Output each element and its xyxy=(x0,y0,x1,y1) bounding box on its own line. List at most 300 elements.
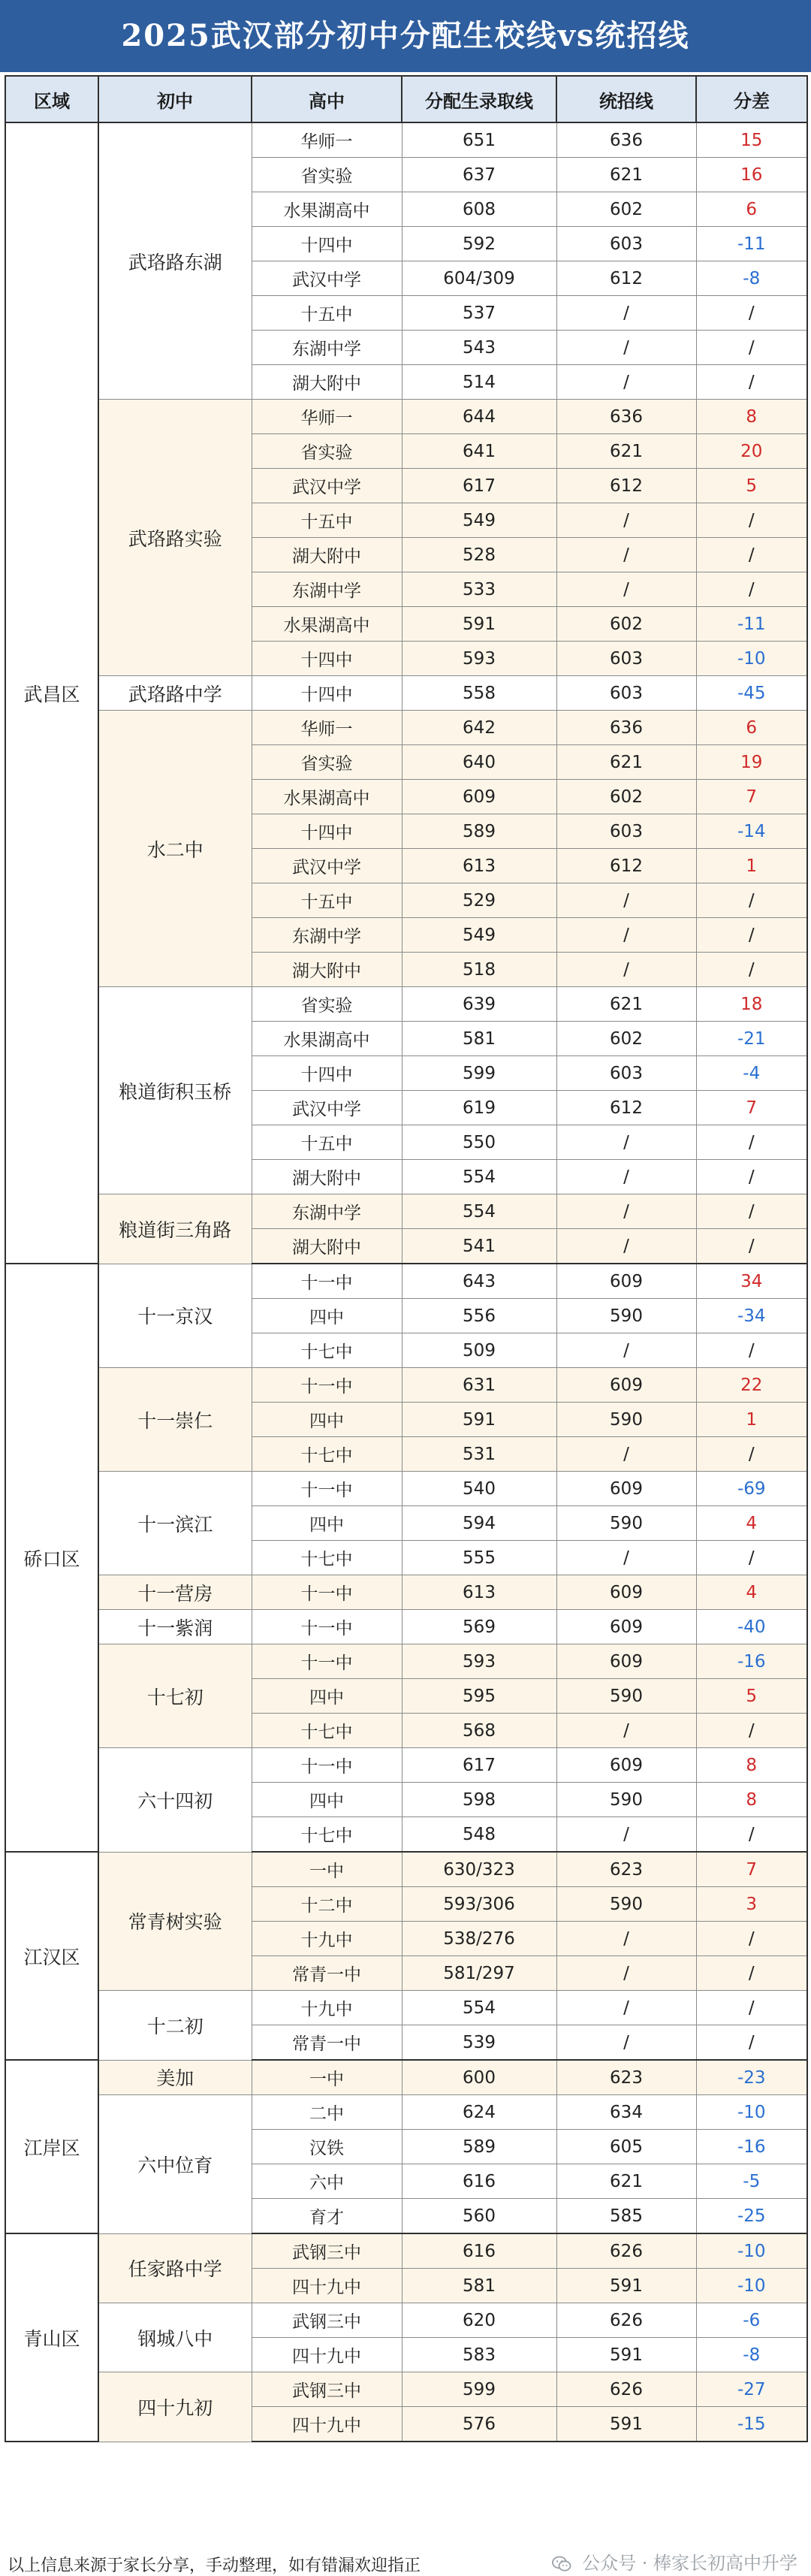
alloc-score-cell: 613 xyxy=(402,1575,556,1610)
unified-score-cell: 609 xyxy=(556,1368,696,1403)
alloc-score-cell: 529 xyxy=(402,883,556,918)
table-row xyxy=(5,1991,807,2025)
alloc-score-cell: 641 xyxy=(402,434,556,469)
difference-cell: -8 xyxy=(696,2338,807,2372)
junior-school-cell: 任家路中学 xyxy=(98,2233,252,2303)
unified-score-cell: / xyxy=(556,1125,696,1160)
unified-score-cell: 621 xyxy=(556,158,696,192)
unified-score-cell: 609 xyxy=(556,1748,696,1783)
table-row xyxy=(5,1610,807,1644)
high-school-cell: 武汉中学 xyxy=(252,849,402,883)
junior-school-cell: 四十九初 xyxy=(98,2372,252,2442)
difference-cell: / xyxy=(696,1229,807,1264)
alloc-score-cell: 514 xyxy=(402,365,556,400)
high-school-cell: 东湖中学 xyxy=(252,918,402,953)
high-school-cell: 十七中 xyxy=(252,1817,402,1853)
alloc-score-cell: 599 xyxy=(402,1056,556,1091)
high-school-cell: 十七中 xyxy=(252,1541,402,1575)
unified-score-cell: 623 xyxy=(556,1852,696,1887)
high-school-cell: 武汉中学 xyxy=(252,469,402,503)
difference-cell: -10 xyxy=(696,2269,807,2303)
alloc-score-cell: 550 xyxy=(402,1125,556,1160)
unified-score-cell: 609 xyxy=(556,1575,696,1610)
difference-cell: -8 xyxy=(696,261,807,296)
difference-cell: 6 xyxy=(696,711,807,745)
unified-score-cell: 621 xyxy=(556,434,696,469)
high-school-cell: 省实验 xyxy=(252,987,402,1022)
alloc-score-cell: 581/297 xyxy=(402,1956,556,1991)
junior-school-cell: 武珞路中学 xyxy=(98,676,252,711)
high-school-cell: 十七中 xyxy=(252,1714,402,1748)
junior-school-cell: 武珞路实验 xyxy=(98,400,252,676)
difference-cell: / xyxy=(696,572,807,607)
table-row xyxy=(5,1575,807,1610)
high-school-cell: 水果湖高中 xyxy=(252,1022,402,1056)
high-school-cell: 武钢三中 xyxy=(252,2233,402,2269)
unified-score-cell: 590 xyxy=(556,1679,696,1714)
alloc-score-cell: 591 xyxy=(402,607,556,642)
alloc-score-cell: 598 xyxy=(402,1783,556,1817)
unified-score-cell: 590 xyxy=(556,1299,696,1333)
unified-score-cell: 636 xyxy=(556,711,696,745)
high-school-cell: 华师一 xyxy=(252,711,402,745)
unified-score-cell: / xyxy=(556,296,696,331)
difference-cell: -16 xyxy=(696,1644,807,1679)
high-school-cell: 一中 xyxy=(252,1852,402,1887)
table-row xyxy=(5,2303,807,2338)
watermark-text: 公众号 · 棒家长初高中升学 xyxy=(582,2553,797,2574)
unified-score-cell: 636 xyxy=(556,122,696,158)
difference-cell: 8 xyxy=(696,1783,807,1817)
junior-school-cell: 十一营房 xyxy=(98,1575,252,1610)
alloc-score-cell: 554 xyxy=(402,1991,556,2025)
unified-score-cell: 612 xyxy=(556,469,696,503)
junior-school-cell: 钢城八中 xyxy=(98,2303,252,2372)
high-school-cell: 武钢三中 xyxy=(252,2372,402,2407)
unified-score-cell: 621 xyxy=(556,2164,696,2199)
high-school-cell: 省实验 xyxy=(252,745,402,780)
alloc-score-cell: 589 xyxy=(402,2130,556,2164)
difference-cell: / xyxy=(696,365,807,400)
unified-score-cell: / xyxy=(556,953,696,987)
unified-score-cell: / xyxy=(556,1817,696,1853)
high-school-cell: 四十九中 xyxy=(252,2338,402,2372)
high-school-cell: 东湖中学 xyxy=(252,1194,402,1229)
alloc-score-cell: 642 xyxy=(402,711,556,745)
alloc-score-cell: 608 xyxy=(402,192,556,227)
header-alloc-score: 分配生录取线 xyxy=(402,76,556,122)
alloc-score-cell: 554 xyxy=(402,1194,556,1229)
alloc-score-cell: 531 xyxy=(402,1437,556,1472)
unified-score-cell: / xyxy=(556,918,696,953)
difference-cell: -34 xyxy=(696,1299,807,1333)
alloc-score-cell: 555 xyxy=(402,1541,556,1575)
high-school-cell: 十七中 xyxy=(252,1437,402,1472)
unified-score-cell: / xyxy=(556,365,696,400)
difference-cell: / xyxy=(696,296,807,331)
high-school-cell: 华师一 xyxy=(252,122,402,158)
unified-score-cell: / xyxy=(556,2025,696,2061)
alloc-score-cell: 630/323 xyxy=(402,1852,556,1887)
high-school-cell: 汉铁 xyxy=(252,2130,402,2164)
alloc-score-cell: 613 xyxy=(402,849,556,883)
alloc-score-cell: 631 xyxy=(402,1368,556,1403)
alloc-score-cell: 556 xyxy=(402,1299,556,1333)
difference-cell: -27 xyxy=(696,2372,807,2407)
high-school-cell: 十九中 xyxy=(252,1991,402,2025)
high-school-cell: 常青一中 xyxy=(252,2025,402,2061)
table-row xyxy=(5,1194,807,1229)
unified-score-cell: 602 xyxy=(556,607,696,642)
alloc-score-cell: 538/276 xyxy=(402,1922,556,1956)
header-district: 区域 xyxy=(5,76,98,122)
high-school-cell: 武汉中学 xyxy=(252,1091,402,1125)
alloc-score-cell: 540 xyxy=(402,1472,556,1506)
alloc-score-cell: 576 xyxy=(402,2407,556,2442)
header-difference: 分差 xyxy=(696,76,807,122)
unified-score-cell: 612 xyxy=(556,849,696,883)
junior-school-cell: 六十四初 xyxy=(98,1748,252,1853)
unified-score-cell: / xyxy=(556,1956,696,1991)
alloc-score-cell: 651 xyxy=(402,122,556,158)
high-school-cell: 四十九中 xyxy=(252,2269,402,2303)
high-school-cell: 四十九中 xyxy=(252,2407,402,2442)
alloc-score-cell: 617 xyxy=(402,469,556,503)
difference-cell: 22 xyxy=(696,1368,807,1403)
unified-score-cell: / xyxy=(556,503,696,538)
junior-school-cell: 粮道街积玉桥 xyxy=(98,987,252,1194)
high-school-cell: 四中 xyxy=(252,1679,402,1714)
high-school-cell: 六中 xyxy=(252,2164,402,2199)
table-row xyxy=(5,987,807,1022)
unified-score-cell: / xyxy=(556,1194,696,1229)
alloc-score-cell: 593/306 xyxy=(402,1887,556,1922)
alloc-score-cell: 558 xyxy=(402,676,556,711)
high-school-cell: 四中 xyxy=(252,1783,402,1817)
high-school-cell: 十五中 xyxy=(252,296,402,331)
alloc-score-cell: 609 xyxy=(402,780,556,814)
difference-cell: / xyxy=(696,538,807,572)
unified-score-cell: 623 xyxy=(556,2060,696,2095)
difference-cell: / xyxy=(696,503,807,538)
difference-cell: -10 xyxy=(696,642,807,676)
junior-school-cell: 粮道街三角路 xyxy=(98,1194,252,1264)
difference-cell: -5 xyxy=(696,2164,807,2199)
alloc-score-cell: 554 xyxy=(402,1160,556,1194)
alloc-score-cell: 640 xyxy=(402,745,556,780)
unified-score-cell: / xyxy=(556,1333,696,1368)
alloc-score-cell: 592 xyxy=(402,227,556,261)
unified-score-cell: 609 xyxy=(556,1644,696,1679)
unified-score-cell: 609 xyxy=(556,1472,696,1506)
difference-cell: / xyxy=(696,1194,807,1229)
difference-cell: -40 xyxy=(696,1610,807,1644)
difference-cell: 4 xyxy=(696,1506,807,1541)
difference-cell: -6 xyxy=(696,2303,807,2338)
alloc-score-cell: 560 xyxy=(402,2199,556,2234)
alloc-score-cell: 617 xyxy=(402,1748,556,1783)
alloc-score-cell: 549 xyxy=(402,918,556,953)
table-row xyxy=(5,2372,807,2407)
header-high: 高中 xyxy=(252,76,402,122)
difference-cell: 8 xyxy=(696,400,807,434)
alloc-score-cell: 593 xyxy=(402,642,556,676)
high-school-cell: 十一中 xyxy=(252,1748,402,1783)
score-table xyxy=(5,75,808,2442)
district-cell: 青山区 xyxy=(5,2233,98,2442)
unified-score-cell: 626 xyxy=(556,2372,696,2407)
difference-cell: -4 xyxy=(696,1056,807,1091)
watermark xyxy=(552,2548,797,2574)
difference-cell: -16 xyxy=(696,2130,807,2164)
difference-cell: / xyxy=(696,1922,807,1956)
high-school-cell: 十四中 xyxy=(252,642,402,676)
high-school-cell: 湖大附中 xyxy=(252,953,402,987)
unified-score-cell: 603 xyxy=(556,814,696,849)
unified-score-cell: 621 xyxy=(556,745,696,780)
alloc-score-cell: 537 xyxy=(402,296,556,331)
alloc-score-cell: 616 xyxy=(402,2233,556,2269)
alloc-score-cell: 643 xyxy=(402,1264,556,1299)
page-title: 2025武汉部分初中分配生校线vs统招线 xyxy=(0,0,811,72)
difference-cell: -15 xyxy=(696,2407,807,2442)
alloc-score-cell: 543 xyxy=(402,331,556,365)
difference-cell: -14 xyxy=(696,814,807,849)
unified-score-cell: / xyxy=(556,1541,696,1575)
unified-score-cell: / xyxy=(556,1229,696,1264)
difference-cell: 15 xyxy=(696,122,807,158)
difference-cell: -11 xyxy=(696,607,807,642)
alloc-score-cell: 604/309 xyxy=(402,261,556,296)
unified-score-cell: 605 xyxy=(556,2130,696,2164)
table-body xyxy=(5,122,807,2442)
difference-cell: / xyxy=(696,1991,807,2025)
unified-score-cell: 636 xyxy=(556,400,696,434)
difference-cell: 19 xyxy=(696,745,807,780)
unified-score-cell: 603 xyxy=(556,227,696,261)
alloc-score-cell: 518 xyxy=(402,953,556,987)
high-school-cell: 二中 xyxy=(252,2095,402,2130)
alloc-score-cell: 620 xyxy=(402,2303,556,2338)
alloc-score-cell: 541 xyxy=(402,1229,556,1264)
difference-cell: 5 xyxy=(696,469,807,503)
junior-school-cell: 十七初 xyxy=(98,1644,252,1748)
junior-school-cell: 六中位育 xyxy=(98,2095,252,2234)
alloc-score-cell: 593 xyxy=(402,1644,556,1679)
difference-cell: / xyxy=(696,1125,807,1160)
unified-score-cell: 602 xyxy=(556,780,696,814)
table-row xyxy=(5,2060,807,2095)
unified-score-cell: 602 xyxy=(556,192,696,227)
alloc-score-cell: 581 xyxy=(402,2269,556,2303)
alloc-score-cell: 533 xyxy=(402,572,556,607)
table-row xyxy=(5,400,807,434)
high-school-cell: 水果湖高中 xyxy=(252,607,402,642)
unified-score-cell: / xyxy=(556,572,696,607)
unified-score-cell: / xyxy=(556,1160,696,1194)
unified-score-cell: 591 xyxy=(556,2407,696,2442)
high-school-cell: 四中 xyxy=(252,1506,402,1541)
high-school-cell: 育才 xyxy=(252,2199,402,2234)
unified-score-cell: 609 xyxy=(556,1264,696,1299)
difference-cell: / xyxy=(696,1437,807,1472)
high-school-cell: 东湖中学 xyxy=(252,331,402,365)
table-row xyxy=(5,1264,807,1299)
alloc-score-cell: 509 xyxy=(402,1333,556,1368)
high-school-cell: 常青一中 xyxy=(252,1956,402,1991)
high-school-cell: 十一中 xyxy=(252,1472,402,1506)
unified-score-cell: 603 xyxy=(556,676,696,711)
difference-cell: -25 xyxy=(696,2199,807,2234)
alloc-score-cell: 619 xyxy=(402,1091,556,1125)
difference-cell: / xyxy=(696,1956,807,1991)
alloc-score-cell: 591 xyxy=(402,1403,556,1437)
high-school-cell: 华师一 xyxy=(252,400,402,434)
district-cell: 硚口区 xyxy=(5,1264,98,1852)
unified-score-cell: 590 xyxy=(556,1783,696,1817)
unified-score-cell: / xyxy=(556,1991,696,2025)
unified-score-cell: 603 xyxy=(556,1056,696,1091)
difference-cell: / xyxy=(696,1817,807,1853)
footer-note: 以上信息来源于家长分享，手动整理，如有错漏欢迎指正 xyxy=(8,2556,421,2575)
unified-score-cell: 612 xyxy=(556,261,696,296)
high-school-cell: 十五中 xyxy=(252,883,402,918)
high-school-cell: 省实验 xyxy=(252,158,402,192)
high-school-cell: 十一中 xyxy=(252,1610,402,1644)
table-row xyxy=(5,1852,807,1887)
junior-school-cell: 十一崇仁 xyxy=(98,1368,252,1472)
high-school-cell: 湖大附中 xyxy=(252,1160,402,1194)
high-school-cell: 湖大附中 xyxy=(252,1229,402,1264)
difference-cell: 18 xyxy=(696,987,807,1022)
alloc-score-cell: 548 xyxy=(402,1817,556,1853)
wechat-icon xyxy=(552,2556,571,2572)
difference-cell: / xyxy=(696,1333,807,1368)
alloc-score-cell: 639 xyxy=(402,987,556,1022)
difference-cell: 7 xyxy=(696,780,807,814)
high-school-cell: 十四中 xyxy=(252,676,402,711)
unified-score-cell: / xyxy=(556,1922,696,1956)
table-row xyxy=(5,1472,807,1506)
unified-score-cell: 590 xyxy=(556,1887,696,1922)
difference-cell: 6 xyxy=(696,192,807,227)
alloc-score-cell: 528 xyxy=(402,538,556,572)
difference-cell: 1 xyxy=(696,849,807,883)
alloc-score-cell: 539 xyxy=(402,2025,556,2061)
alloc-score-cell: 583 xyxy=(402,2338,556,2372)
difference-cell: / xyxy=(696,331,807,365)
table-row xyxy=(5,1644,807,1679)
high-school-cell: 十五中 xyxy=(252,503,402,538)
alloc-score-cell: 569 xyxy=(402,1610,556,1644)
high-school-cell: 武钢三中 xyxy=(252,2303,402,2338)
high-school-cell: 十七中 xyxy=(252,1333,402,1368)
difference-cell: / xyxy=(696,2025,807,2061)
difference-cell: / xyxy=(696,1541,807,1575)
unified-score-cell: / xyxy=(556,1714,696,1748)
high-school-cell: 湖大附中 xyxy=(252,538,402,572)
unified-score-cell: 634 xyxy=(556,2095,696,2130)
junior-school-cell: 十二初 xyxy=(98,1991,252,2061)
high-school-cell: 十四中 xyxy=(252,1056,402,1091)
junior-school-cell: 十一滨江 xyxy=(98,1472,252,1575)
table-row xyxy=(5,2233,807,2269)
difference-cell: 1 xyxy=(696,1403,807,1437)
table-row xyxy=(5,1368,807,1403)
high-school-cell: 东湖中学 xyxy=(252,572,402,607)
difference-cell: -10 xyxy=(696,2233,807,2269)
difference-cell: -10 xyxy=(696,2095,807,2130)
high-school-cell: 十一中 xyxy=(252,1575,402,1610)
table-row xyxy=(5,676,807,711)
unified-score-cell: 612 xyxy=(556,1091,696,1125)
difference-cell: 4 xyxy=(696,1575,807,1610)
high-school-cell: 十九中 xyxy=(252,1922,402,1956)
unified-score-cell: 603 xyxy=(556,642,696,676)
high-school-cell: 湖大附中 xyxy=(252,365,402,400)
high-school-cell: 十一中 xyxy=(252,1644,402,1679)
header-unified-score: 统招线 xyxy=(556,76,696,122)
unified-score-cell: / xyxy=(556,883,696,918)
junior-school-cell: 常青树实验 xyxy=(98,1852,252,1991)
high-school-cell: 四中 xyxy=(252,1403,402,1437)
difference-cell: / xyxy=(696,883,807,918)
difference-cell: / xyxy=(696,1714,807,1748)
unified-score-cell: / xyxy=(556,538,696,572)
alloc-score-cell: 644 xyxy=(402,400,556,434)
unified-score-cell: 585 xyxy=(556,2199,696,2234)
table-row xyxy=(5,2095,807,2130)
unified-score-cell: / xyxy=(556,331,696,365)
alloc-score-cell: 600 xyxy=(402,2060,556,2095)
table-row xyxy=(5,1748,807,1783)
high-school-cell: 十五中 xyxy=(252,1125,402,1160)
alloc-score-cell: 599 xyxy=(402,2372,556,2407)
high-school-cell: 十二中 xyxy=(252,1887,402,1922)
high-school-cell: 省实验 xyxy=(252,434,402,469)
junior-school-cell: 水二中 xyxy=(98,711,252,987)
alloc-score-cell: 637 xyxy=(402,158,556,192)
difference-cell: -69 xyxy=(696,1472,807,1506)
table-row xyxy=(5,711,807,745)
difference-cell: 7 xyxy=(696,1091,807,1125)
difference-cell: / xyxy=(696,953,807,987)
unified-score-cell: 626 xyxy=(556,2303,696,2338)
alloc-score-cell: 616 xyxy=(402,2164,556,2199)
header-junior: 初中 xyxy=(98,76,252,122)
difference-cell: / xyxy=(696,1160,807,1194)
high-school-cell: 十四中 xyxy=(252,227,402,261)
high-school-cell: 十一中 xyxy=(252,1368,402,1403)
high-school-cell: 十一中 xyxy=(252,1264,402,1299)
difference-cell: 5 xyxy=(696,1679,807,1714)
difference-cell: 34 xyxy=(696,1264,807,1299)
unified-score-cell: 591 xyxy=(556,2269,696,2303)
unified-score-cell: 591 xyxy=(556,2338,696,2372)
district-cell: 江汉区 xyxy=(5,1852,98,2060)
alloc-score-cell: 595 xyxy=(402,1679,556,1714)
high-school-cell: 四中 xyxy=(252,1299,402,1333)
junior-school-cell: 十一紫润 xyxy=(98,1610,252,1644)
unified-score-cell: 621 xyxy=(556,987,696,1022)
alloc-score-cell: 624 xyxy=(402,2095,556,2130)
difference-cell: 16 xyxy=(696,158,807,192)
high-school-cell: 十四中 xyxy=(252,814,402,849)
district-cell: 江岸区 xyxy=(5,2060,98,2233)
header-row xyxy=(5,76,807,122)
difference-cell: -23 xyxy=(696,2060,807,2095)
table-row xyxy=(5,122,807,158)
